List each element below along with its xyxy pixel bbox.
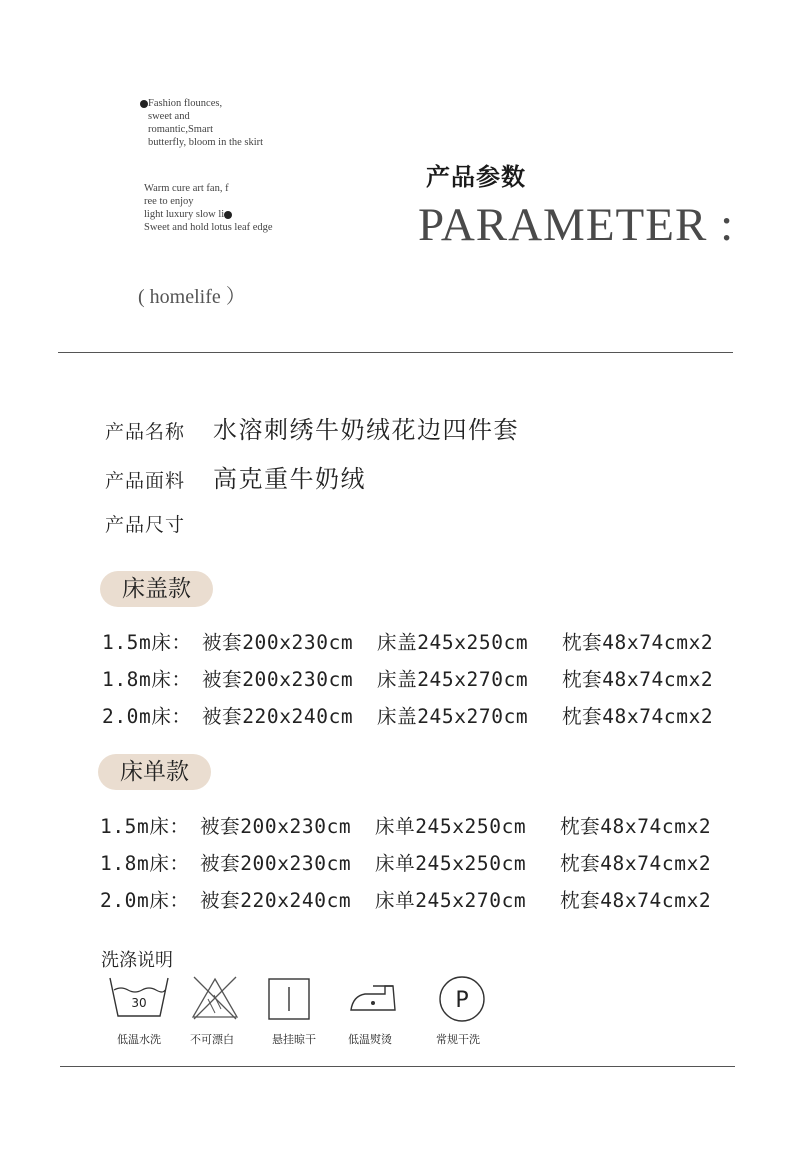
size-row xyxy=(100,811,711,848)
bullet-dot-icon xyxy=(140,100,148,108)
section-pill-bedsheet: 床单款 xyxy=(98,754,211,790)
poem2-line-2: ree to enjoy xyxy=(144,196,194,207)
duvet-size: 被套200x230cm xyxy=(202,631,354,654)
bed-size: 1.8m床： xyxy=(102,668,192,691)
info-name-value: 水溶刺绣牛奶绒花边四件套 xyxy=(213,416,519,444)
cover-size: 床单245x270cm xyxy=(375,889,527,912)
bed-size: 1.5m床： xyxy=(102,631,192,654)
size-table-bedsheet xyxy=(100,811,711,922)
care-label-hang-dry: 悬挂晾干 xyxy=(272,1033,316,1046)
bed-size: 2.0m床： xyxy=(100,889,190,912)
pillow-size: 枕套48x74cmx2 xyxy=(560,889,712,912)
poem2-line-1: Warm cure art fan, f xyxy=(144,183,229,194)
duvet-size: 被套200x230cm xyxy=(202,668,354,691)
poem1-line-4: butterfly, bloom in the skirt xyxy=(148,137,264,148)
size-row xyxy=(100,885,711,922)
bed-size: 1.5m床： xyxy=(100,815,190,838)
size-row xyxy=(102,664,713,701)
poem1-line-3: romantic,Smart xyxy=(148,124,214,135)
pillow-size: 枕套48x74cmx2 xyxy=(562,631,714,654)
info-size-row xyxy=(105,510,213,537)
cover-size: 床盖245x250cm xyxy=(377,631,529,654)
cover-size: 床单245x250cm xyxy=(375,815,527,838)
cover-size: 床盖245x270cm xyxy=(377,668,529,691)
size-row xyxy=(100,848,711,885)
poem1-line-2: sweet and xyxy=(148,111,190,122)
low-temp-wash-icon xyxy=(108,976,170,1020)
dry-clean-icon xyxy=(438,975,486,1023)
poem1-line-1: Fashion flounces, xyxy=(148,98,223,109)
pillow-size: 枕套48x74cmx2 xyxy=(562,668,714,691)
pillow-size: 枕套48x74cmx2 xyxy=(560,852,712,875)
poem-block-2 xyxy=(144,182,273,234)
poem2-line-3: light luxury slow li xyxy=(144,209,225,220)
poem2-line-4: Sweet and hold lotus leaf edge xyxy=(144,222,273,233)
section-pill-bedcover: 床盖款 xyxy=(100,571,213,607)
tagline: ( homelife ） xyxy=(138,286,246,308)
info-name-label: 产品名称 xyxy=(105,421,186,443)
info-fabric-label: 产品面料 xyxy=(105,470,186,492)
bullet-dot-icon xyxy=(224,211,232,219)
pillow-size: 枕套48x74cmx2 xyxy=(560,815,712,838)
bed-size: 1.8m床： xyxy=(100,852,190,875)
info-size-label: 产品尺寸 xyxy=(105,514,186,536)
size-row xyxy=(102,627,713,664)
care-title: 洗涤说明 xyxy=(101,950,173,971)
divider-top xyxy=(58,352,733,353)
hang-dry-icon xyxy=(268,978,310,1020)
dry-clean-letter: P xyxy=(455,988,469,1013)
duvet-size: 被套220x240cm xyxy=(200,889,352,912)
no-bleach-icon xyxy=(190,975,240,1021)
care-label-iron: 低温熨烫 xyxy=(348,1033,392,1046)
cover-size: 床盖245x270cm xyxy=(377,705,529,728)
duvet-size: 被套220x240cm xyxy=(202,705,354,728)
duvet-size: 被套200x230cm xyxy=(200,852,352,875)
info-fabric-row xyxy=(105,459,366,494)
info-name-row xyxy=(105,410,519,445)
info-fabric-value: 高克重牛奶绒 xyxy=(213,465,366,493)
duvet-size: 被套200x230cm xyxy=(200,815,352,838)
pillow-size: 枕套48x74cmx2 xyxy=(562,705,714,728)
size-row xyxy=(102,701,713,738)
care-label-dry-clean: 常规干洗 xyxy=(436,1033,480,1046)
divider-bottom xyxy=(60,1066,735,1067)
title-cn: 产品参数 xyxy=(426,163,526,191)
poem-block-1 xyxy=(140,97,263,149)
bed-size: 2.0m床： xyxy=(102,705,192,728)
low-temp-iron-icon xyxy=(349,980,397,1016)
care-label-no-bleach: 不可漂白 xyxy=(190,1033,234,1046)
care-label-wash: 低温水洗 xyxy=(117,1033,161,1046)
title-en: PARAMETER : xyxy=(418,199,735,251)
size-table-bedcover xyxy=(102,627,713,738)
wash-temp: 30 xyxy=(131,996,147,1010)
cover-size: 床单245x250cm xyxy=(375,852,527,875)
